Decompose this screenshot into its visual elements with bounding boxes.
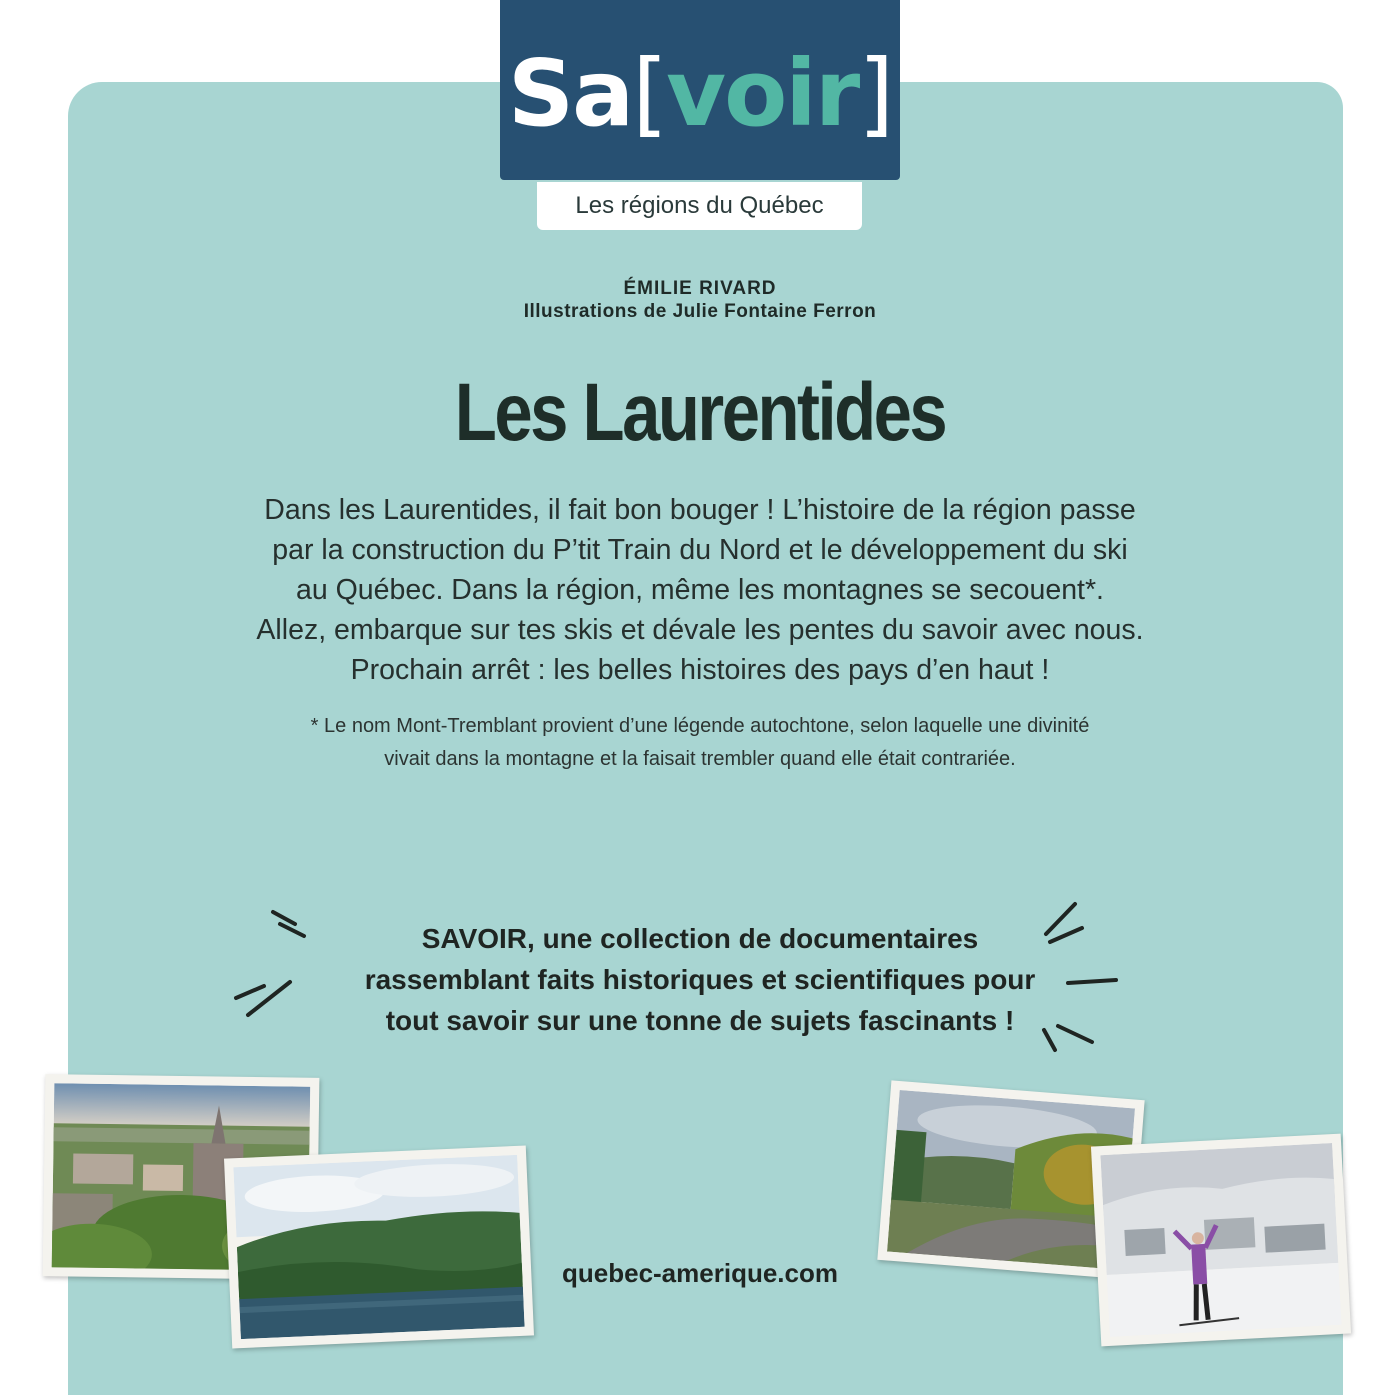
dash-mark	[236, 986, 264, 998]
collection-promo	[280, 918, 1120, 1041]
description-line: Allez, embarque sur tes skis et dévale les pentes du savoir avec nous.	[256, 614, 1144, 646]
footnote-line: vivait dans la montagne et la faisait trembler quand elle était contrariée.	[384, 748, 1016, 770]
promo-line: rassemblant faits historiques et scientifiques pour	[364, 964, 1036, 995]
logo-wordmark: Sa[voir]	[507, 40, 893, 147]
series-subtitle: Les régions du Québec	[537, 182, 862, 230]
photo-lake-mountain	[224, 1146, 534, 1349]
promo-line: tout savoir sur une tonne de sujets fascinants !	[385, 1005, 1015, 1036]
author-name: ÉMILIE RIVARD	[623, 278, 777, 299]
description-line: Dans les Laurentides, il fait bon bouger ! L’histoire de la région passe	[264, 494, 1136, 526]
description-line: Prochain arrêt : les belles histoires des pays d’en haut !	[350, 654, 1050, 686]
book-title: Les Laurentides	[454, 367, 946, 458]
description-line: au Québec. Dans la région, même les montagnes se secouent*.	[296, 574, 1104, 606]
promo-line: SAVOIR, une collection de documentaires	[421, 923, 979, 954]
illustrator-credit: Illustrations de Julie Fontaine Ferron	[523, 301, 877, 322]
footnote-line: * Le nom Mont-Tremblant provient d’une légende autochtone, selon laquelle une divinité	[310, 715, 1090, 737]
photo-skier-snow	[1091, 1134, 1351, 1347]
publisher-website-link[interactable]: quebec-amerique.com	[562, 1258, 838, 1288]
description-line: par la construction du P’tit Train du Nord et le développement du ski	[272, 534, 1128, 566]
